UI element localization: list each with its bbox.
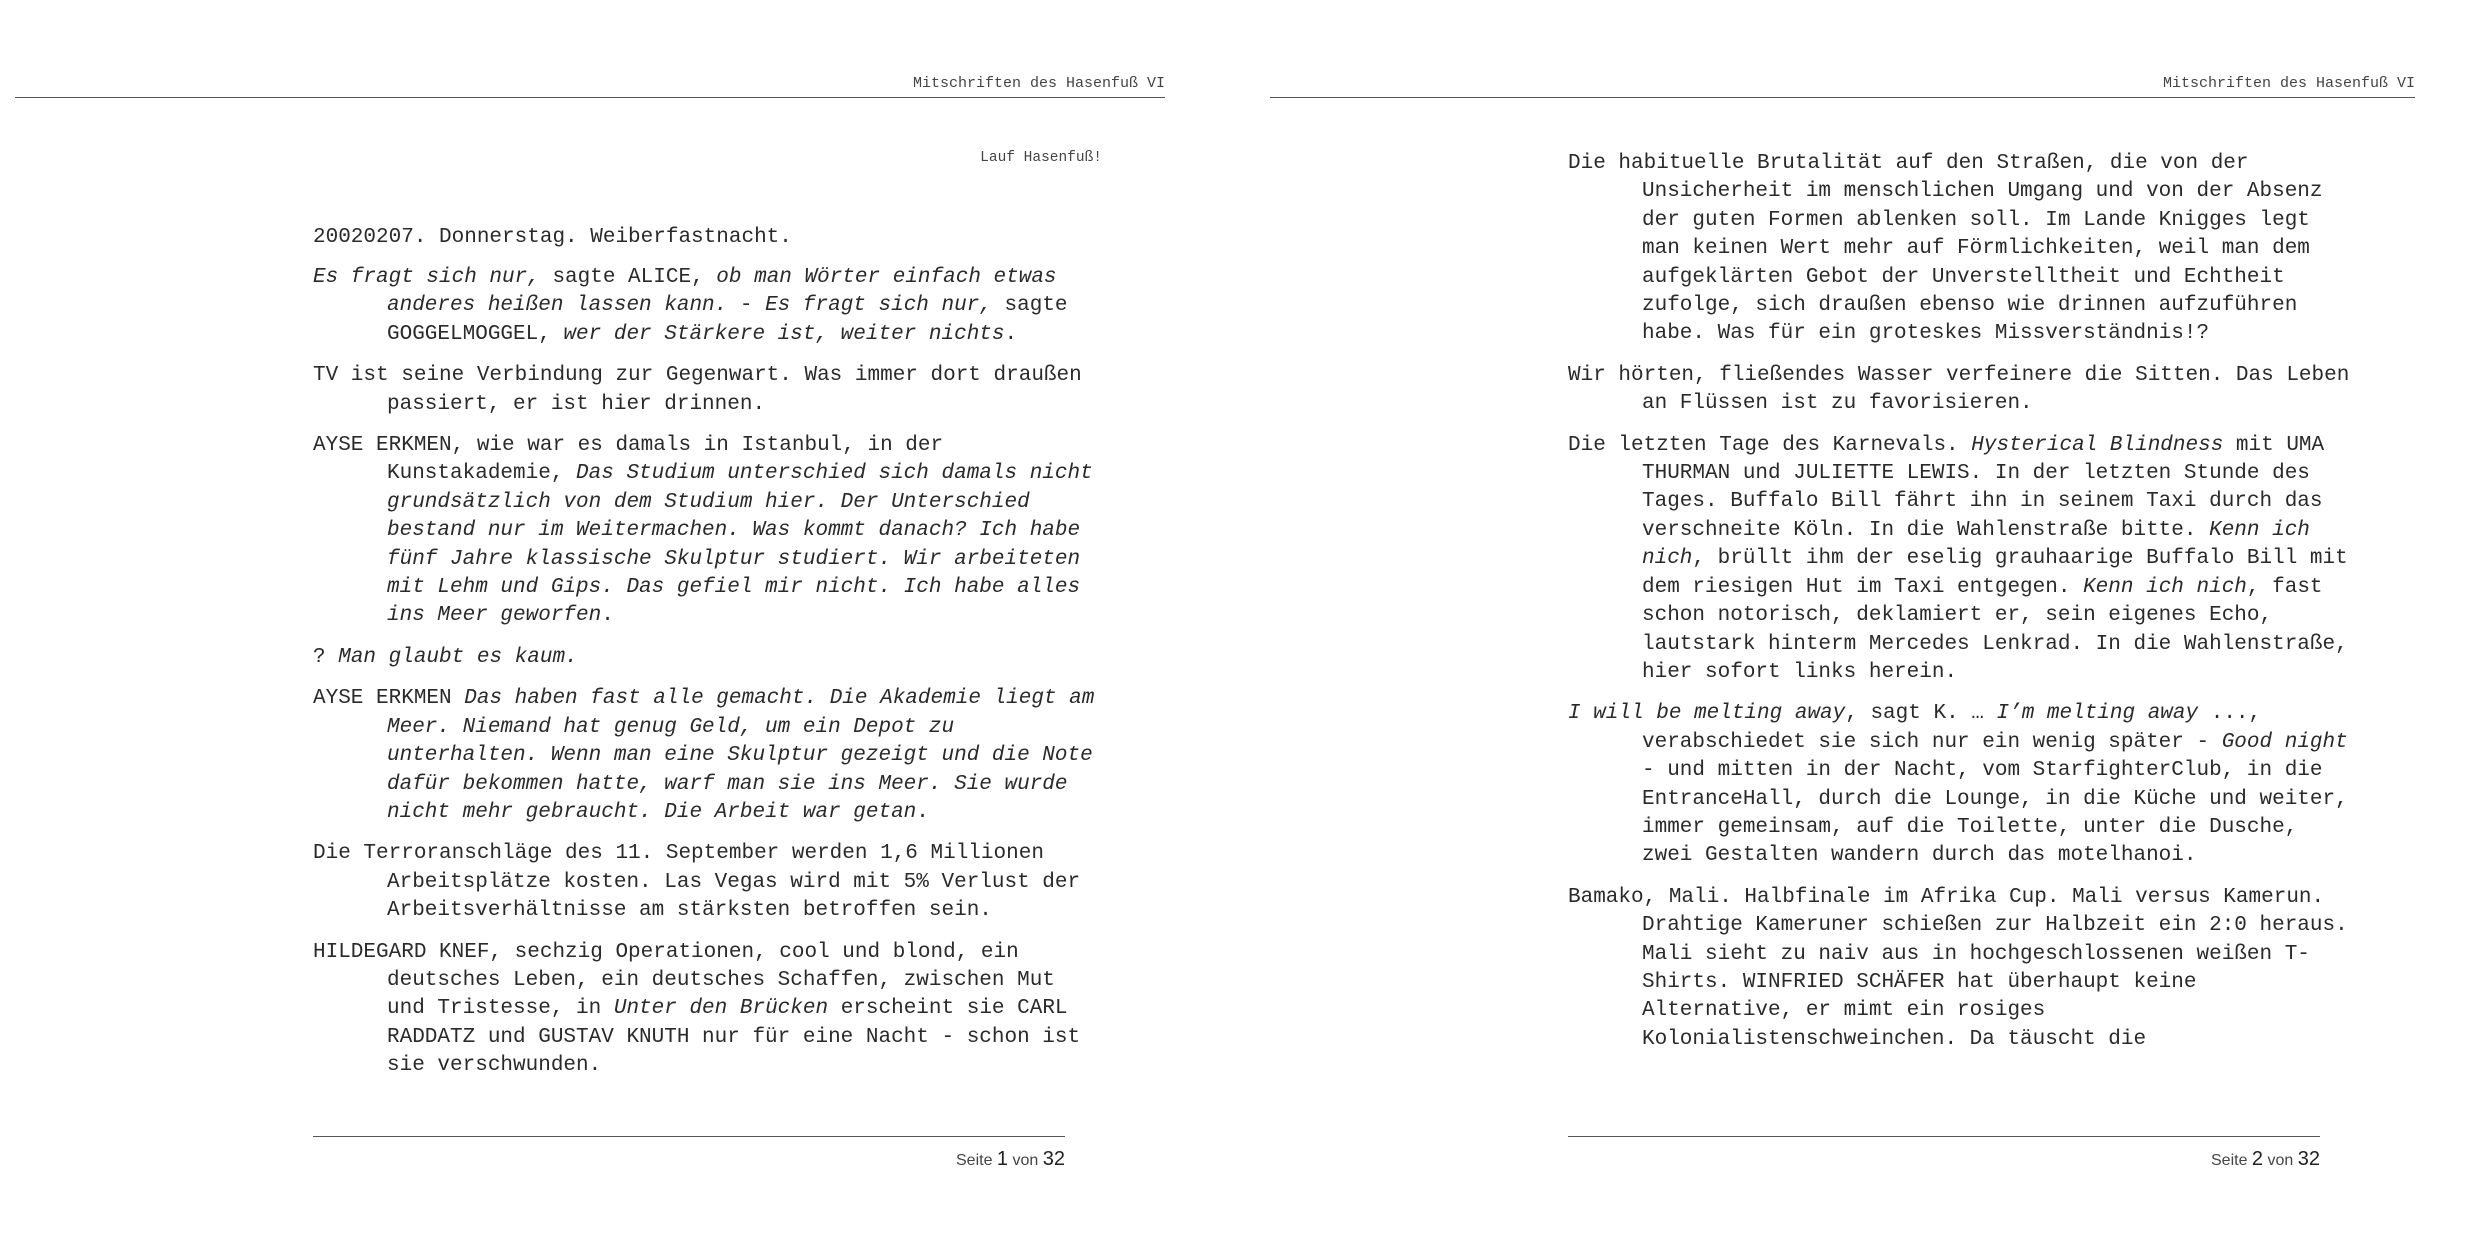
running-header: Mitschriften des Hasenfuß VI bbox=[1270, 75, 2415, 98]
page-footer-total: 32 bbox=[1042, 1148, 1065, 1170]
italic-run: Unter den Brücken bbox=[613, 997, 829, 1021]
motto: Lauf Hasenfuß! bbox=[980, 150, 1102, 166]
italic-run: Man glaubt es kaum. bbox=[338, 645, 578, 669]
running-header: Mitschriften des Hasenfuß VI bbox=[15, 75, 1165, 98]
text-run: AYSE ERKMEN, wie war es damals in Istanbul, in der Kunstakademie, bbox=[313, 434, 944, 486]
page-footer-total: 32 bbox=[2297, 1148, 2320, 1170]
paragraph bbox=[1568, 150, 2358, 349]
body-text bbox=[313, 264, 1103, 1094]
paragraph bbox=[1568, 432, 2358, 688]
italic-run: Es fragt sich nur, bbox=[765, 294, 992, 318]
italic-run: I’m melting away bbox=[1996, 702, 2199, 726]
text-run: Die letzten Tage des Karnevals. bbox=[1568, 433, 1972, 457]
text-run: HILDEGARD KNEF, sechzig Operationen, cool und blond, ein deutsches Leben, ein deutsches Schaffen, zwischen Mut und Tristesse, in bbox=[313, 940, 1055, 1021]
text-run: Die Terroranschläge des 11. September werden 1,6 Millionen Arbeitsplätze kosten. Las Vegas wird mit 5% Verlust der Arbeitsverhältnisse am stärksten betroffen sein. bbox=[313, 842, 1081, 923]
text-run: , sagt K. … bbox=[1845, 702, 1997, 726]
paragraph bbox=[313, 264, 1103, 349]
paragraph bbox=[313, 362, 1103, 419]
italic-run: wer der Stärkere ist, weiter nichts bbox=[563, 322, 1005, 346]
text-run: sagte GOGGELMOGGEL, bbox=[387, 294, 1068, 346]
text-run: mit UMA THURMAN und JULIETTE LEWIS. In der letzten Stunde des Tages. Buffalo Bill fährt ihn in seinem Taxi durch das verschneite Köln. In die Wahlenstraße bitte. bbox=[1642, 433, 2325, 542]
paragraph bbox=[313, 685, 1103, 827]
text-run: - bbox=[727, 294, 766, 318]
text-run: Bamako, Mali. Halbfinale im Afrika Cup. Mali versus Kamerun. Drahtige Kameruner schießen zur Halbzeit ein 2:0 heraus. Mali sieht zu naiv aus in hochgeschlossenen weißen T-Shirts. WINFRIED SCHÄFER hat überhaupt keine Alternative, er mimt ein rosiges Kolonialistenschweinchen. Da täuscht die bbox=[1568, 885, 2348, 1051]
page-footer-seite: Seite bbox=[956, 1152, 993, 1169]
page-footer-seite: Seite bbox=[2211, 1152, 2248, 1169]
body-text bbox=[1568, 150, 2358, 1067]
italic-run: Das Studium unterschied sich damals nicht grundsätzlich von dem Studium hier. Der Unterschied bestand nur im Weitermachen. Was kommt danach? Ich habe fünf Jahre klassische Skulptur studiert. Wir arbeiteten mit Lehm und Gips. Das gefiel mir nicht. Ich habe alles ins Meer geworfen bbox=[387, 462, 1093, 628]
italic-run: Kenn ich nich bbox=[1642, 518, 2310, 571]
text-run: , brüllt ihm der eselig grauhaarige Buffalo Bill mit dem riesigen Hut im Taxi entgegen. bbox=[1642, 547, 2348, 599]
text-run: ? bbox=[313, 645, 339, 669]
text-run: , fast schon notorisch, deklamiert er, sein eigenes Echo, lautstark hinterm Mercedes Lenkrad. In die Wahlenstraße, hier sofort links herein. bbox=[1642, 575, 2348, 684]
paragraph bbox=[1568, 884, 2358, 1054]
page-footer-von: von bbox=[1012, 1152, 1039, 1169]
text-run: erscheint sie CARL RADDATZ und GUSTAV KNUTH nur für eine Nacht - schon ist sie verschwunden. bbox=[387, 997, 1081, 1078]
page-footer-num: 2 bbox=[2251, 1148, 2264, 1170]
paragraph bbox=[313, 939, 1103, 1081]
italic-run: Es fragt sich nur, bbox=[313, 266, 540, 289]
document-page-2 bbox=[1240, 0, 2480, 1240]
text-run: . bbox=[601, 604, 614, 628]
text-run: sagte ALICE, bbox=[539, 266, 717, 289]
text-run: AYSE ERKMEN bbox=[313, 687, 465, 711]
italic-run: Hysterical Blindness bbox=[1971, 433, 2224, 457]
text-run: - und mitten in der Nacht, vom StarfighterClub, in die EntranceHall, durch die Lounge, in die Küche und weiter, immer gemeinsam, auf die Toilette, unter die Dusche, zwei Gestalten wandern durch das motelhanoi. bbox=[1642, 759, 2348, 868]
page-number bbox=[313, 1148, 1065, 1171]
footer-rule bbox=[313, 1136, 1065, 1137]
italic-run: I will be melting away bbox=[1568, 702, 1846, 726]
page-footer-von: von bbox=[2267, 1152, 2294, 1169]
date-line: 20020207. Donnerstag. Weiberfastnacht. bbox=[313, 226, 792, 249]
page-number bbox=[1568, 1148, 2320, 1171]
italic-run: Kenn ich nich bbox=[2083, 575, 2247, 599]
paragraph bbox=[1568, 700, 2358, 870]
text-run: TV ist seine Verbindung zur Gegenwart. Was immer dort draußen passiert, er ist hier drinnen. bbox=[313, 364, 1082, 416]
paragraph bbox=[313, 644, 1103, 672]
page-footer-num: 1 bbox=[996, 1148, 1009, 1170]
paragraph bbox=[1568, 362, 2358, 419]
text-run: ..., verabschiedet sie sich nur ein wenig später - bbox=[1642, 702, 2262, 754]
text-run: . bbox=[916, 800, 929, 824]
italic-run: ob man Wörter einfach etwas anderes heißen lassen kann. bbox=[387, 266, 1057, 318]
paragraph bbox=[313, 432, 1103, 631]
text-run: . bbox=[1004, 322, 1018, 346]
paragraph bbox=[313, 840, 1103, 925]
text-run: Wir hörten, fließendes Wasser verfeinere die Sitten. Das Leben an Flüssen ist zu favorisieren. bbox=[1568, 363, 2350, 416]
footer-rule bbox=[1568, 1136, 2320, 1137]
text-run: Die habituelle Brutalität auf den Straßen, die von der Unsicherheit im menschlichen Umgang und von der Absenz der guten Formen ablenken soll. Im Lande Knigges legt man keinen Wert mehr auf Förmlichkeiten, weil man dem aufgeklärten Gebot der Unverstelltheit und Echtheit zufolge, sich draußen ebenso wie drinnen aufzuführen habe. Was für ein groteskes Missverständnis!? bbox=[1568, 152, 2323, 346]
italic-run: Good night bbox=[2221, 730, 2348, 754]
italic-run: Das haben fast alle gemacht. Die Akademie liegt am Meer. Niemand hat genug Geld, um ein Depot zu unterhalten. Wenn man eine Skulptur gezeigt und die Note dafür bekommen hatte, warf man sie ins Meer. Sie wurde nicht mehr gebraucht. Die Arbeit war getan bbox=[387, 687, 1095, 824]
